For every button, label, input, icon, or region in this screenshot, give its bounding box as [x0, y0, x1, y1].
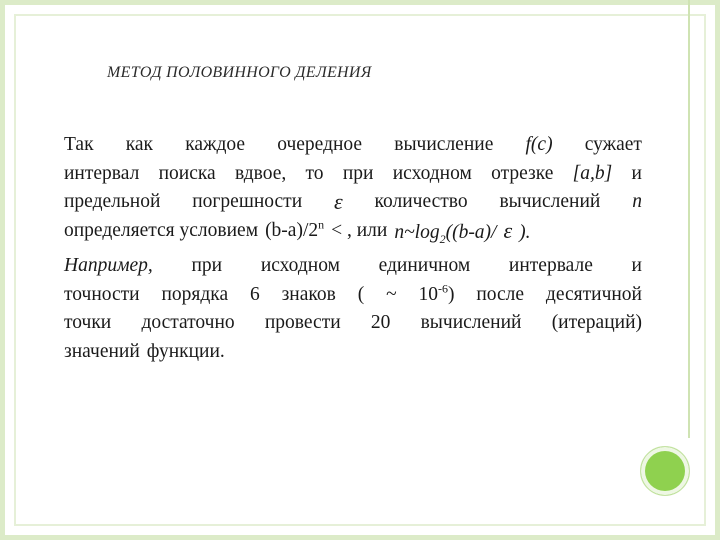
word: интервал	[64, 162, 140, 184]
word: каждое	[185, 134, 246, 155]
word: очередное	[277, 134, 363, 155]
log-base: 2	[439, 231, 446, 246]
word: достаточно	[141, 312, 235, 333]
word: предельной	[64, 191, 161, 212]
word: )	[447, 283, 455, 305]
log-argument: ((b-a)/	[445, 221, 497, 243]
word: исходном	[392, 162, 472, 184]
epsilon-symbol: ε	[503, 217, 513, 243]
word: порядка	[161, 283, 229, 305]
word: как	[125, 134, 154, 155]
word: то	[305, 162, 324, 184]
interval-ab: [a,b]	[572, 162, 613, 184]
word: и	[631, 255, 642, 276]
word: 6	[250, 283, 260, 305]
word: Так	[64, 134, 94, 155]
condition-text: определяется условием	[64, 219, 259, 241]
word: значений	[64, 340, 140, 362]
word: погрешности	[192, 191, 303, 212]
condition-connector: < , или	[331, 219, 388, 241]
word: единичном	[378, 255, 471, 276]
word: количество	[374, 191, 468, 212]
word: исходном	[260, 255, 340, 276]
log-formula	[394, 217, 530, 246]
slide-title: МЕТОД ПОЛОВИННОГО ДЕЛЕНИЯ	[107, 64, 372, 81]
formula-exponent: n	[318, 217, 325, 231]
word: точности	[64, 283, 140, 305]
word: интервале	[508, 255, 593, 276]
word: вдвое,	[235, 162, 287, 184]
word: знаков	[281, 283, 336, 305]
paragraph-1-line-3	[64, 188, 642, 217]
variable-n: n	[632, 191, 642, 212]
power-base: 10	[418, 283, 438, 305]
paragraph-2-line-2	[64, 281, 642, 310]
paragraph-1-line-4	[64, 217, 642, 246]
word: вычислений	[499, 191, 601, 212]
example-lead: Например,	[64, 255, 153, 276]
epsilon-symbol: ε	[333, 189, 343, 214]
word: десятичной	[545, 283, 642, 305]
decorative-green-circle	[640, 446, 690, 496]
word: сужает	[584, 134, 642, 155]
word: при	[191, 255, 223, 276]
paragraph-2-line-3	[64, 309, 642, 338]
word: отрезке	[491, 162, 554, 184]
formula-base: (b-a)/2	[265, 219, 319, 241]
slide-body-text	[64, 131, 642, 366]
word: при	[342, 162, 374, 184]
function-fc: f(c)	[525, 134, 553, 155]
word: (	[357, 283, 365, 305]
word: ~	[386, 283, 397, 305]
word: после	[476, 283, 525, 305]
log-text: n~log	[394, 221, 440, 243]
condition-formula	[265, 217, 324, 246]
paragraph-2-line-1	[64, 252, 642, 281]
word: вычислений	[420, 312, 522, 333]
word: поиска	[158, 162, 216, 184]
log-close: ).	[519, 221, 531, 243]
word: точки	[64, 312, 112, 333]
word: функции.	[146, 340, 225, 362]
precision-value	[418, 281, 454, 310]
word: вычисление	[394, 134, 494, 155]
decorative-vertical-rule	[688, 0, 690, 438]
power-exponent: -6	[437, 281, 448, 295]
paragraph-1-line-1	[64, 131, 642, 160]
paragraph-1-line-2	[64, 160, 642, 189]
word: провести	[264, 312, 341, 333]
word: и	[631, 162, 642, 184]
word: 20	[370, 312, 391, 333]
paragraph-2-line-4	[64, 338, 642, 367]
word: (итераций)	[551, 312, 642, 333]
